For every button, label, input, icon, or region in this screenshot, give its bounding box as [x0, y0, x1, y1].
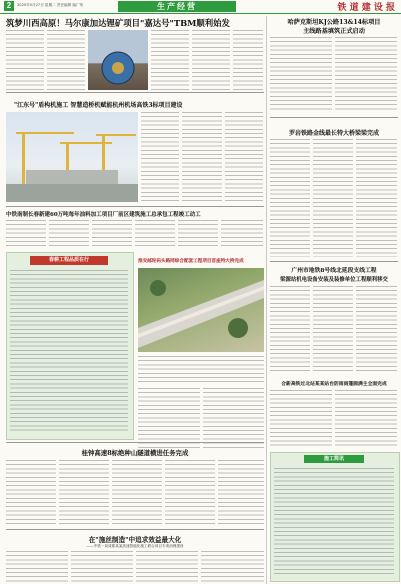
headline-efficiency: 在"施丝制造"中追求效益最大化	[88, 536, 182, 544]
rule	[6, 529, 264, 530]
body-text	[313, 139, 353, 257]
page-number: 2	[4, 1, 14, 11]
body-text	[47, 30, 85, 90]
tbm-illustration	[88, 30, 148, 90]
masthead: 铁 道 建 设 报	[337, 3, 395, 13]
headline-guangzhou: 广州市地铁8号线北延段支线工程	[291, 268, 377, 274]
body-text	[49, 220, 89, 248]
rule	[6, 92, 264, 93]
column-divider	[266, 16, 267, 584]
body-text	[203, 388, 264, 448]
rule	[270, 117, 398, 118]
body-text	[136, 551, 198, 582]
body-text	[218, 460, 264, 526]
header-rule	[0, 13, 401, 14]
body-text	[233, 30, 263, 90]
headline-huaian: 淮安邮轮码头路网综合配套工程项目首座特大桥完成	[138, 259, 244, 264]
headline-guangzhou-2: 梁源站机电设备安装及装修单位工程顺利移交	[280, 277, 388, 283]
rule	[270, 261, 398, 262]
body-text	[71, 551, 133, 582]
body-text	[178, 220, 218, 248]
body-text	[356, 286, 397, 374]
body-text	[201, 551, 264, 582]
road-photo	[138, 268, 264, 352]
body-text	[313, 286, 353, 374]
body-text	[274, 468, 394, 576]
headline-kazakhstan-2: 主线路基填筑正式启动	[303, 28, 365, 35]
headline-luoyan: 罗岩铁路金线最长特大桥梁梁完成	[288, 130, 379, 137]
body-text	[221, 220, 263, 248]
body-text	[192, 30, 230, 90]
body-text	[6, 220, 46, 248]
body-text	[138, 388, 200, 448]
body-text	[6, 30, 44, 90]
subheadline-efficiency: ——中铁一局成都某某高速智能化施工联合项目专项治理建设	[86, 544, 184, 548]
body-text	[335, 390, 397, 446]
body-text	[135, 220, 175, 248]
body-text	[182, 112, 222, 202]
body-text	[270, 286, 310, 374]
body-text	[112, 460, 162, 526]
body-text	[335, 37, 397, 112]
body-text	[225, 112, 263, 202]
body-text	[141, 112, 179, 202]
body-text	[151, 30, 189, 90]
body-text	[6, 460, 56, 526]
tbm-photo	[88, 30, 148, 90]
page-header	[0, 0, 401, 13]
body-text	[6, 551, 68, 582]
body-text	[59, 460, 109, 526]
body-text	[270, 390, 332, 446]
rule	[6, 442, 264, 443]
headline-tbm: 筑梦川西高原！马尔康加达锂矿项目"嘉达号"TBM顺利始发	[6, 18, 230, 28]
body-text	[356, 139, 397, 257]
headline-hexin: 合新高铁过北站某某站台防雨雨篷圆满主全面完成	[281, 381, 387, 387]
body-text	[92, 220, 132, 248]
road-illustration	[138, 268, 264, 352]
body-text	[138, 356, 264, 384]
headline-changchun: 中铁南制长春新建60万吨每年油料加工项目厂前区建筑施工总承包工程竣工动工	[6, 212, 201, 218]
headline-hangzhou: "江东号"盾构机施工 智慧造桥机赋能杭州机场高铁3标项目建设	[14, 102, 183, 109]
body-text	[165, 460, 215, 526]
rule	[6, 206, 264, 207]
crane-photo	[6, 112, 138, 202]
body-text	[270, 37, 332, 112]
dateline: 2025年5月27日 星期二 责任编辑 编广荣	[17, 3, 84, 7]
brief-box-title: 施工简讯	[323, 456, 344, 462]
body-text	[10, 270, 128, 434]
crane-illustration	[6, 112, 138, 202]
headline-kazakhstan: 哈萨克斯坦KJ公路13&14标项目	[287, 19, 381, 26]
news-box-title: 春耕工程品质在行	[48, 257, 89, 263]
headline-guizhong: 桂钟高速8标绝种山隧道横进任务完成	[81, 449, 189, 457]
body-text	[270, 139, 310, 257]
section-title: 生产经营	[157, 2, 197, 11]
